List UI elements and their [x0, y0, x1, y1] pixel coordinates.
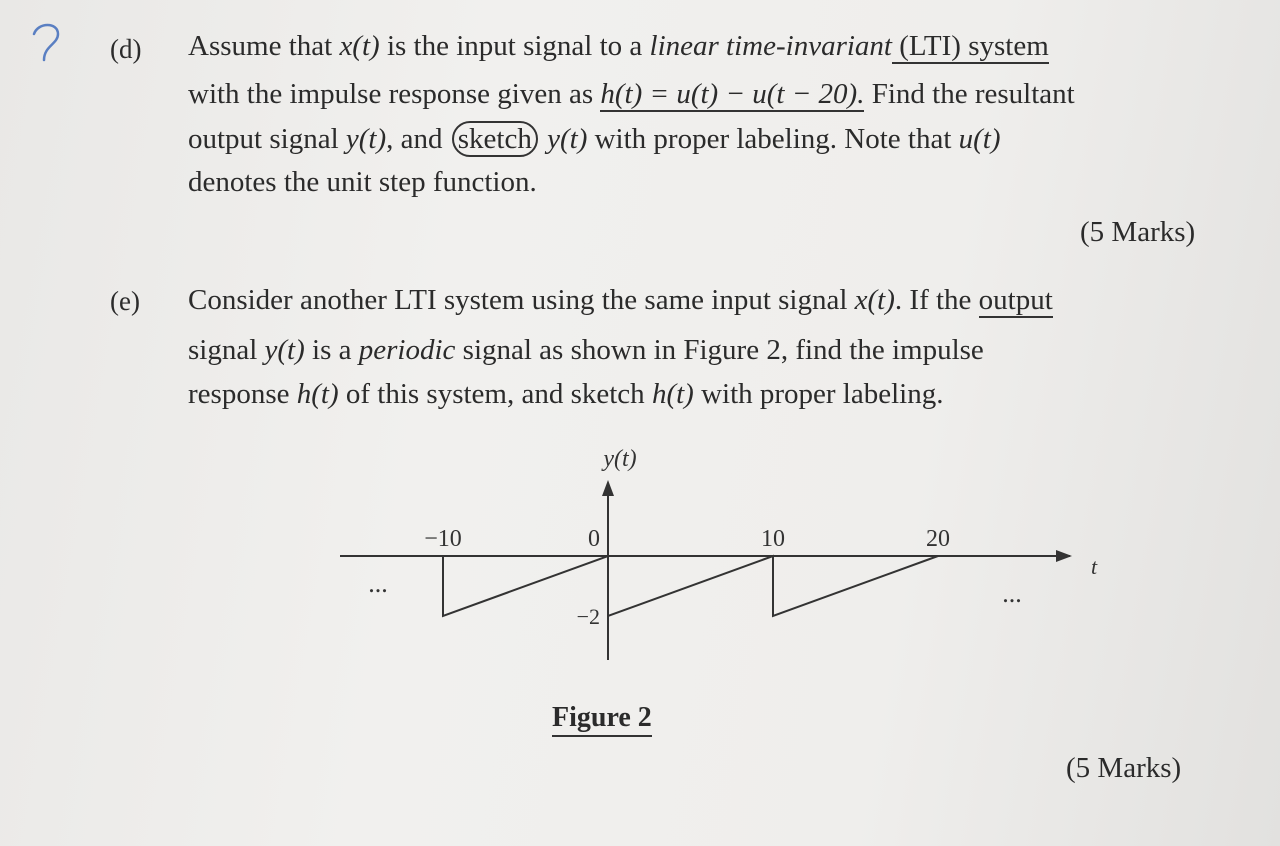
- math-h-of-t: h(t): [296, 378, 339, 410]
- text: Assume that: [188, 30, 340, 62]
- emphasized-term: linear time-invariant: [649, 30, 892, 62]
- ellipsis-right: ...: [1002, 579, 1022, 608]
- part-d-label: (d): [110, 34, 142, 64]
- text: , and: [386, 123, 450, 155]
- math-h-of-t: h(t): [651, 378, 694, 410]
- ellipsis-left: ...: [368, 569, 388, 598]
- text: with proper labeling. Note that: [587, 123, 959, 155]
- part-e-marks: (5 Marks): [1066, 752, 1182, 784]
- text: with proper labeling.: [693, 378, 944, 410]
- underlined-word: output: [978, 284, 1053, 316]
- x-axis-arrow: [1056, 550, 1072, 562]
- math-y-of-t: y(t): [345, 123, 387, 155]
- figure-caption: Figure 2: [552, 702, 652, 737]
- text: with the impulse response given as: [188, 78, 601, 110]
- math-u-of-t: u(t): [958, 123, 1001, 155]
- math-x-of-t: x(t): [339, 30, 380, 62]
- x-axis-label: t: [1090, 554, 1098, 579]
- text: output signal: [188, 123, 346, 155]
- underlined-text: (LTI) system: [891, 30, 1049, 62]
- y-axis-arrow: [602, 480, 614, 496]
- math-y-of-t: y(t): [264, 334, 305, 366]
- text: of this system, and sketch: [338, 378, 652, 410]
- math-y-of-t: y(t): [547, 123, 588, 155]
- y-axis-label: y(t): [603, 446, 637, 472]
- part-d-line-4: denotes the unit step function.: [188, 166, 537, 198]
- x-tick-label: 10: [761, 526, 785, 552]
- x-tick-label: −10: [424, 526, 462, 552]
- circled-word: sketch: [452, 121, 538, 157]
- waveform-series: [443, 556, 938, 616]
- text: Find the resultant: [864, 78, 1075, 110]
- math-x-of-t: x(t): [854, 284, 895, 316]
- text: response: [188, 378, 297, 410]
- emphasized-term: periodic: [358, 334, 456, 366]
- part-d-marks: (5 Marks): [1080, 216, 1196, 248]
- text: signal as shown in Figure 2, find the impulse: [455, 334, 984, 366]
- x-tick-label: 20: [926, 526, 950, 552]
- text: is a: [304, 334, 359, 366]
- math-impulse-response: h(t) = u(t) − u(t − 20).: [600, 78, 865, 110]
- y-tick-label: −2: [576, 604, 600, 629]
- text: . If the: [894, 284, 979, 316]
- text: Consider another LTI system using the same input signal: [188, 284, 855, 316]
- x-tick-label: 0: [588, 526, 600, 552]
- text: signal: [188, 334, 265, 366]
- part-e-label: (e): [110, 286, 140, 316]
- text: is the input signal to a: [379, 30, 650, 62]
